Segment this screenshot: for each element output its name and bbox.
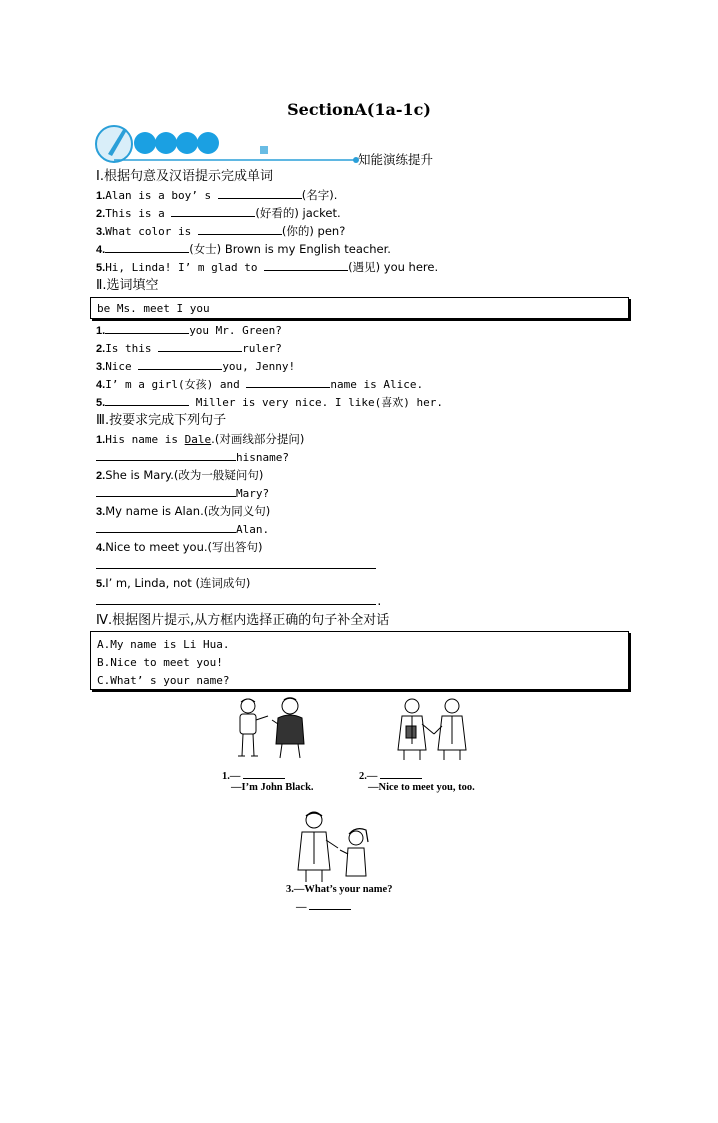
question-row: 4.I’ m a girl(女孩) and name is Alice. — [96, 375, 636, 393]
dialog-2-reply: —Nice to meet you, too. — [368, 782, 475, 793]
banner-dot — [176, 132, 198, 154]
answer-blank[interactable] — [105, 393, 189, 406]
answer-blank[interactable] — [96, 520, 236, 533]
answer-blank[interactable] — [218, 186, 302, 199]
question-row: 2.This is a (好看的) jacket. — [96, 206, 341, 220]
question-row: 1.His name is Dale.(对画线部分提问) — [96, 432, 305, 446]
section-4-header-wrap — [96, 612, 636, 630]
answer-row: Mary? — [96, 484, 636, 502]
answer-blank[interactable] — [198, 222, 282, 235]
dialog-2: 2.— — [359, 768, 422, 782]
banner-square — [260, 146, 268, 154]
question-row: 1.Alan is a boy’ s (名字). — [96, 188, 338, 202]
banner-label: 知能演练提升 — [358, 152, 434, 167]
section-1 — [96, 168, 636, 276]
word-bank-box: be Ms. meet I you — [90, 297, 629, 319]
answer-blank[interactable] — [96, 592, 376, 605]
answer-row — [96, 556, 636, 574]
picture-man-and-girl — [294, 808, 378, 884]
answer-row: . — [96, 592, 636, 610]
answer-row: hisname? — [96, 448, 636, 466]
brush-icon-circle — [96, 126, 132, 162]
answer-blank[interactable] — [246, 375, 330, 388]
banner-dot — [155, 132, 177, 154]
answer-blank[interactable] — [105, 240, 189, 253]
answer-blank[interactable] — [264, 258, 348, 271]
section-3 — [96, 412, 636, 610]
answer-row: Alan. — [96, 520, 636, 538]
answer-blank[interactable] — [380, 768, 422, 779]
options-box — [90, 631, 629, 690]
answer-blank[interactable] — [138, 357, 222, 370]
option-b: B.Nice to meet you! — [97, 656, 223, 669]
answer-blank[interactable] — [243, 768, 285, 779]
option-a: A.My name is Li Hua. — [97, 638, 230, 651]
banner-dot — [134, 132, 156, 154]
answer-blank[interactable] — [96, 556, 376, 569]
answer-blank[interactable] — [171, 204, 255, 217]
question-row: 5.Hi, Linda! I’ m glad to (遇见) you here. — [96, 260, 439, 274]
dialog-3-reply: — — [296, 899, 351, 913]
answer-blank[interactable] — [158, 339, 242, 352]
question-row: 4.Nice to meet you.(写出答句) — [96, 540, 263, 554]
question-row: 5.I’ m, Linda, not (连词成句) — [96, 576, 251, 590]
section-4-header: Ⅳ.根据图片提示,从方框内选择正确的句子补全对话 — [96, 613, 390, 628]
dialog-1-reply: —I’m John Black. — [231, 782, 314, 793]
dialog-3: 3.—What’s your name? — [286, 884, 393, 895]
page-title: SectionA(1a-1c) — [287, 100, 431, 119]
answer-blank[interactable] — [96, 484, 236, 497]
question-row: 1. you Mr. Green? — [96, 321, 636, 339]
answer-blank[interactable] — [96, 448, 236, 461]
banner-dot — [197, 132, 219, 154]
section-2 — [96, 321, 636, 411]
question-row: 3.Nice you, Jenny! — [96, 357, 636, 375]
picture-boy-and-man — [232, 694, 312, 764]
section-3-header: Ⅲ.按要求完成下列句子 — [96, 413, 227, 428]
question-row: 3.My name is Alan.(改为同义句) — [96, 504, 271, 518]
question-row: 3.What color is (你的) pen? — [96, 224, 346, 238]
section-1-header: Ⅰ.根据句意及汉语提示完成单词 — [96, 169, 273, 184]
dialog-1: 1.— — [222, 768, 285, 782]
question-row: 5. Miller is very nice. I like(喜欢) her. — [96, 393, 636, 411]
question-row: 2.Is this ruler? — [96, 339, 636, 357]
option-c: C.What’ s your name? — [97, 674, 230, 687]
picture-two-men — [392, 694, 472, 764]
section-2-header-wrap — [96, 277, 636, 295]
answer-blank[interactable] — [309, 899, 351, 910]
answer-blank[interactable] — [105, 321, 189, 334]
question-row: 4. (女士) Brown is my English teacher. — [96, 242, 391, 256]
section-2-header: Ⅱ.选词填空 — [96, 278, 159, 293]
question-row: 2.She is Mary.(改为一般疑问句) — [96, 468, 264, 482]
